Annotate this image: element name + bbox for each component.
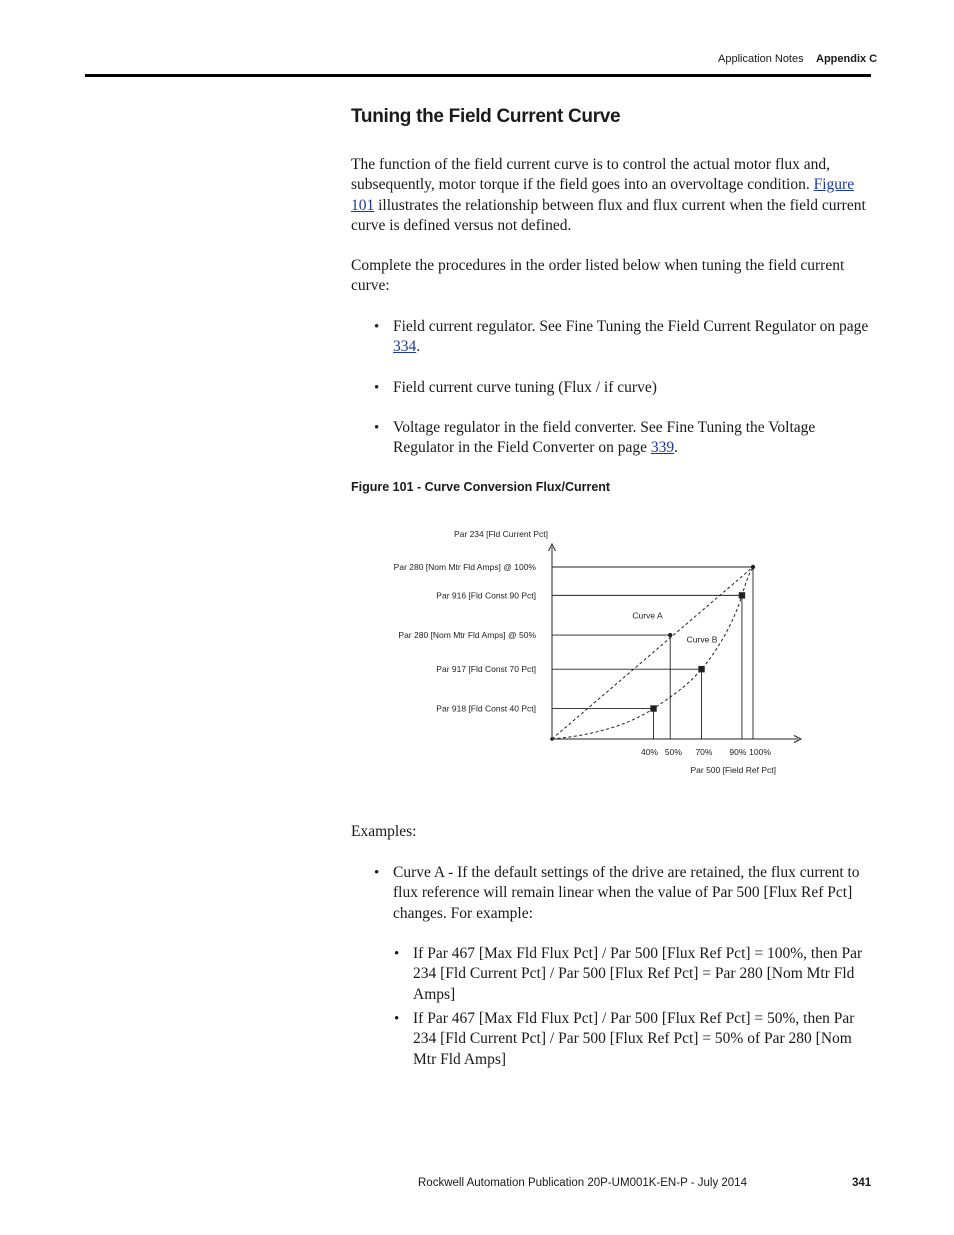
example-sub-item: • If Par 467 [Max Fld Flux Pct] / Par 500 [Flux Ref Pct] = 50%, then Par 234 [Fld Current Pct] / Par 500 [Flux Ref Pct] = 50% of Par 280 [Nom Mtr Fld Amps] bbox=[394, 1010, 855, 1068]
procedure-item: • Voltage regulator in the field converter. See Fine Tuning the Voltage Regulator in the Field Converter on page 339. bbox=[374, 419, 816, 457]
curve-b-point-70 bbox=[698, 666, 704, 672]
curve-point-100 bbox=[751, 565, 755, 569]
curve-b-point-40 bbox=[650, 705, 656, 711]
page-334-link[interactable]: 334 bbox=[393, 338, 417, 356]
y-level-label-fc40: Par 918 [Fld Const 40 Pct] bbox=[436, 703, 536, 714]
y-level-label-fc70: Par 917 [Fld Const 70 Pct] bbox=[436, 664, 536, 675]
footer-page-number: 341 bbox=[852, 1177, 872, 1189]
procedure-item: • Field current curve tuning (Flux / if curve) bbox=[393, 378, 871, 398]
header-rule bbox=[85, 74, 871, 77]
y-axis-label: Par 234 [Fld Current Pct] bbox=[453, 529, 548, 539]
example-sub-item: • If Par 467 [Max Fld Flux Pct] / Par 500 [Flux Ref Pct] = 100%, then Par 234 [Fld Current Pct] / Par 500 [Flux Ref Pct] = Par 280 [Nom Mtr Fld Amps] bbox=[394, 945, 863, 1003]
running-header-appendix: Appendix C bbox=[816, 53, 878, 65]
curve-b-label: Curve B bbox=[686, 634, 718, 645]
bullet-icon: • bbox=[394, 946, 400, 962]
curve-a-line bbox=[552, 567, 753, 739]
y-level-label-fc90: Par 916 [Fld Const 90 Pct] bbox=[436, 590, 536, 601]
figure-101-link[interactable]: Figure 101 bbox=[351, 176, 855, 214]
bullet-icon: • bbox=[374, 380, 380, 396]
figure-caption: Figure 101 - Curve Conversion Flux/Current bbox=[351, 480, 611, 494]
y-level-label-nom100: Par 280 [Nom Mtr Fld Amps] @ 100% bbox=[393, 562, 536, 572]
x-tick-label-40: 40% bbox=[640, 747, 658, 757]
bullet-icon: • bbox=[374, 319, 380, 335]
y-level-label-nom50: Par 280 [Nom Mtr Fld Amps] @ 50% bbox=[398, 630, 536, 641]
x-tick-label-50: 50% bbox=[664, 747, 682, 757]
footer-publication: Rockwell Automation Publication 20P-UM001K-EN-P - July 2014 bbox=[418, 1177, 747, 1189]
origin-point bbox=[550, 737, 554, 741]
procedure-intro-paragraph: Complete the procedures in the order listed below when tuning the field current curve: bbox=[351, 257, 845, 295]
flux-current-chart bbox=[380, 515, 820, 790]
examples-label: Examples: bbox=[351, 823, 417, 840]
curve-b-point-90 bbox=[739, 592, 745, 598]
curve-a-label: Curve A bbox=[632, 610, 663, 621]
curve-a-point-50 bbox=[668, 633, 672, 637]
bullet-icon: • bbox=[374, 865, 380, 881]
x-axis-label: Par 500 [Field Ref Pct] bbox=[690, 765, 776, 775]
x-tick-label-100: 100% bbox=[749, 747, 771, 757]
example-item: • Curve A - If the default settings of the drive are retained, the flux current to flux reference will remain linear when the value of Par 500 [Flux Ref Pct] changes. For example: bbox=[374, 864, 860, 922]
x-tick-label-90: 90% bbox=[729, 747, 747, 757]
page-title: Tuning the Field Current Curve bbox=[351, 106, 621, 127]
page-339-link[interactable]: 339 bbox=[650, 439, 675, 457]
procedure-item: • Field current regulator. See Fine Tuning the Field Current Regulator on page 334. bbox=[374, 318, 869, 356]
intro-paragraph: The function of the field current curve is to control the actual motor flux and, subsequently, motor torque if the field goes into an overvoltage condition. Figure 101 illustrates the relationship between flux and flux current when the field current curve is defined versus not defined. bbox=[351, 156, 866, 234]
bullet-icon: • bbox=[374, 420, 380, 436]
x-tick-label-70: 70% bbox=[695, 747, 713, 757]
bullet-icon: • bbox=[394, 1011, 400, 1027]
running-header-section: Application Notes bbox=[718, 53, 804, 65]
